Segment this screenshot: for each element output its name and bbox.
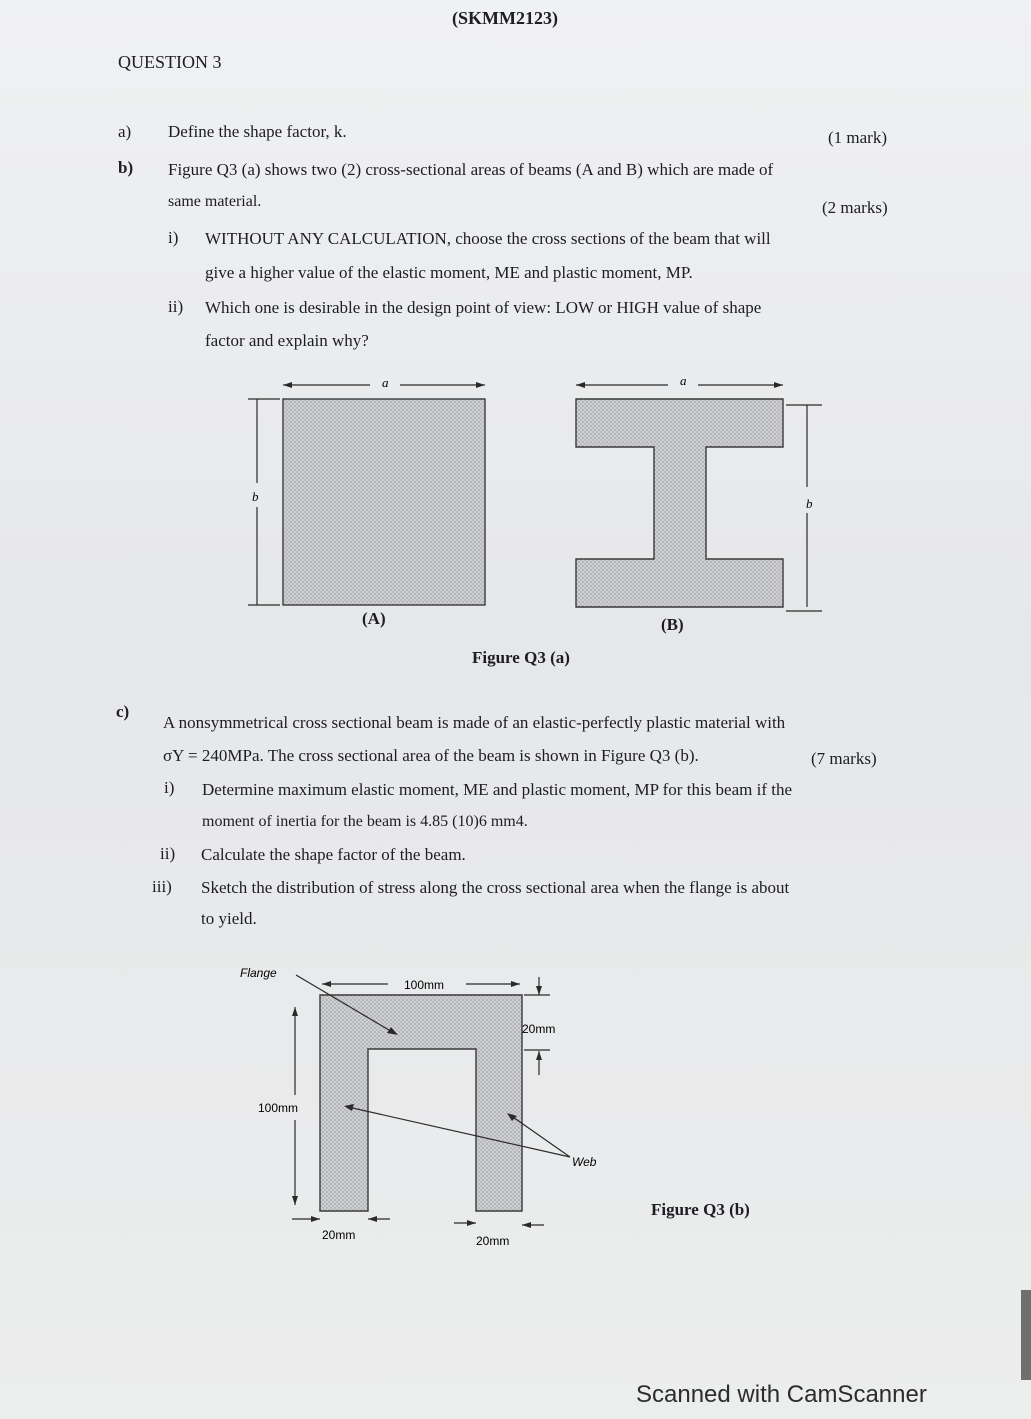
part-b-label: b) [118, 158, 134, 177]
section-a-height-label: b [252, 489, 259, 504]
part-c-line2: σY = 240MPa. The cross sectional area of the beam is shown in Figure Q3 (b). [163, 746, 699, 765]
part-a-marks: (1 mark) [828, 128, 888, 147]
dim-flange-label: 20mm [522, 1022, 556, 1036]
camscanner-watermark: Scanned with CamScanner [636, 1381, 927, 1408]
arrow-lweb-left [311, 1216, 320, 1222]
part-c-iii-line2: to yield. [201, 909, 257, 928]
arrow-height-bottom [292, 1196, 298, 1205]
part-b-line1: Figure Q3 (a) shows two (2) cross-sectional areas of beams (A and B) which are made of [168, 160, 774, 179]
page-edge-shadow [1021, 1290, 1031, 1380]
arrow-top-right [511, 981, 520, 987]
part-c-i-label: i) [164, 778, 175, 797]
figure-q3a-caption: Figure Q3 (a) [472, 648, 570, 667]
web-arrow-left [348, 1107, 570, 1157]
figure-q3b-caption: Figure Q3 (b) [651, 1200, 750, 1219]
arrow-height-top [292, 1007, 298, 1016]
arrow-top-left [322, 981, 331, 987]
part-b-marks: (2 marks) [822, 198, 888, 217]
part-b-i-line1: WITHOUT ANY CALCULATION, choose the cross sections of the beam that will [205, 229, 771, 248]
dim-right-web-label: 20mm [476, 1234, 510, 1248]
course-code: (SKMM2123) [452, 8, 558, 28]
figure-q3a [230, 365, 850, 675]
part-a-text: Define the shape factor, k. [168, 122, 347, 141]
dim-height-label: 100mm [258, 1101, 299, 1115]
part-c-label: c) [116, 702, 130, 721]
part-b-i-line2: give a higher value of the elastic moment, ME and plastic moment, MP. [205, 263, 693, 282]
dim-top-label: 100mm [404, 978, 445, 992]
part-c-i-line1: Determine maximum elastic moment, ME and plastic moment, MP for this beam if the [202, 780, 792, 799]
dim-left-web-label: 20mm [322, 1228, 356, 1242]
arrow-a-right [476, 382, 485, 388]
part-b-ii-label: ii) [168, 297, 184, 316]
part-c-iii-label: iii) [152, 877, 172, 896]
arrow-a-left [283, 382, 292, 388]
arrow-a2-right [774, 382, 783, 388]
part-c-ii-text: Calculate the shape factor of the beam. [201, 845, 466, 864]
caption-a: (A) [362, 609, 386, 628]
section-b-ibeam [576, 399, 783, 607]
question-title: QUESTION 3 [118, 52, 222, 72]
part-c-i-line2: moment of inertia for the beam is 4.85 (10)6 mm4. [202, 813, 528, 830]
part-b-line2: same material. [168, 193, 262, 210]
figure-q3b [230, 955, 630, 1255]
section-b-height-label: b [806, 496, 813, 511]
part-c-ii-label: ii) [160, 844, 176, 863]
section-b-width-label: a [680, 373, 687, 388]
part-a-label: a) [118, 122, 132, 141]
part-b-i-label: i) [168, 228, 179, 247]
channel-section [320, 995, 522, 1211]
part-c-marks: (7 marks) [811, 749, 877, 768]
part-b-ii-line1: Which one is desirable in the design point of view: LOW or HIGH value of shape [205, 298, 762, 317]
part-c-iii-line1: Sketch the distribution of stress along the cross sectional area when the flange is about [201, 878, 790, 897]
web-label: Web [572, 1155, 597, 1169]
part-b-ii-line2: factor and explain why? [205, 331, 369, 350]
section-a-width-label: a [382, 375, 389, 390]
arrow-rweb-right [522, 1222, 531, 1228]
arrow-flange-bottom [536, 1051, 542, 1060]
arrow-flange-top [536, 986, 542, 995]
section-a-rect [283, 399, 485, 605]
flange-label: Flange [240, 966, 277, 980]
arrow-rweb-left [467, 1220, 476, 1226]
arrow-a2-left [576, 382, 585, 388]
arrow-lweb-right [368, 1216, 377, 1222]
part-c-line1: A nonsymmetrical cross sectional beam is made of an elastic-perfectly plastic material with [163, 713, 786, 732]
caption-b: (B) [661, 615, 684, 634]
